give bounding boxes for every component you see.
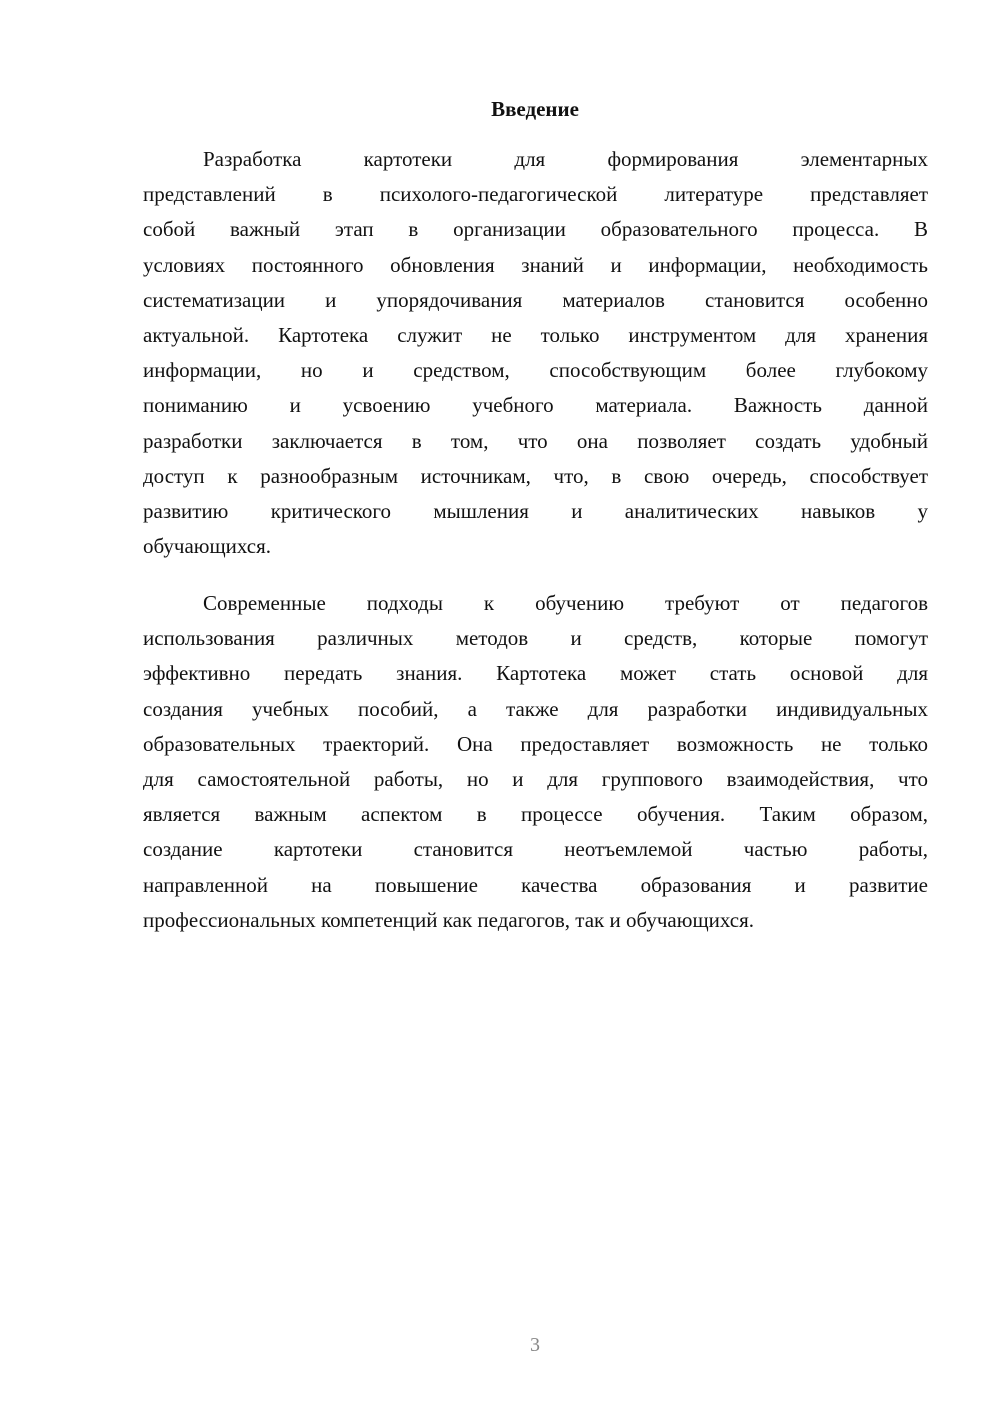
text-line: использования различных методов и средств, которые помогут [143,626,928,651]
text-line: для самостоятельной работы, но и для группового взаимодействия, что [143,766,928,791]
text-line: доступ к разнообразным источникам, что, в свою очередь, способствует [143,463,928,488]
text-line: обучающихся. [143,534,271,559]
text-line: является важным аспектом в процессе обучения. Таким образом, [143,802,928,827]
text-line: эффективно передать знания. Картотека может стать основой для [143,661,928,686]
text-line: систематизации и упорядочивания материалов становится особенно [143,287,928,312]
text-line: профессиональных компетенций как педагогов, так и обучающихся. [143,907,754,932]
text-line: информации, но и средством, способствующим более глубокому [143,358,928,383]
text-line: создание картотеки становится неотъемлемой частью работы, [143,837,928,862]
text-line: Современные подходы к обучению требуют от педагогов [203,591,928,615]
paragraph-1 [143,142,928,564]
text-line: создания учебных пособий, а также для разработки индивидуальных [143,696,928,721]
text-line: представлений в психолого-педагогической литературе представляет [143,182,928,207]
section-title: Введение [491,97,579,121]
text-line: собой важный этап в организации образовательного процесса. В [143,217,928,242]
text-line: условиях постоянного обновления знаний и информации, необходимость [143,252,928,277]
text-line: Разработка картотеки для формирования элементарных [203,147,928,171]
text-line: пониманию и усвоению учебного материала. Важность данной [143,393,928,418]
paragraph-2 [143,586,928,938]
text-line: разработки заключается в том, что она позволяет создать удобный [143,428,928,453]
text-line: развитию критического мышления и аналитических навыков у [143,498,928,523]
text-line: образовательных траекторий. Она предоставляет возможность не только [143,731,928,756]
text-line: направленной на повышение качества образования и развитие [143,872,928,897]
text-line: актуальной. Картотека служит не только инструментом для хранения [143,322,928,347]
page-number: 3 [530,1334,540,1356]
